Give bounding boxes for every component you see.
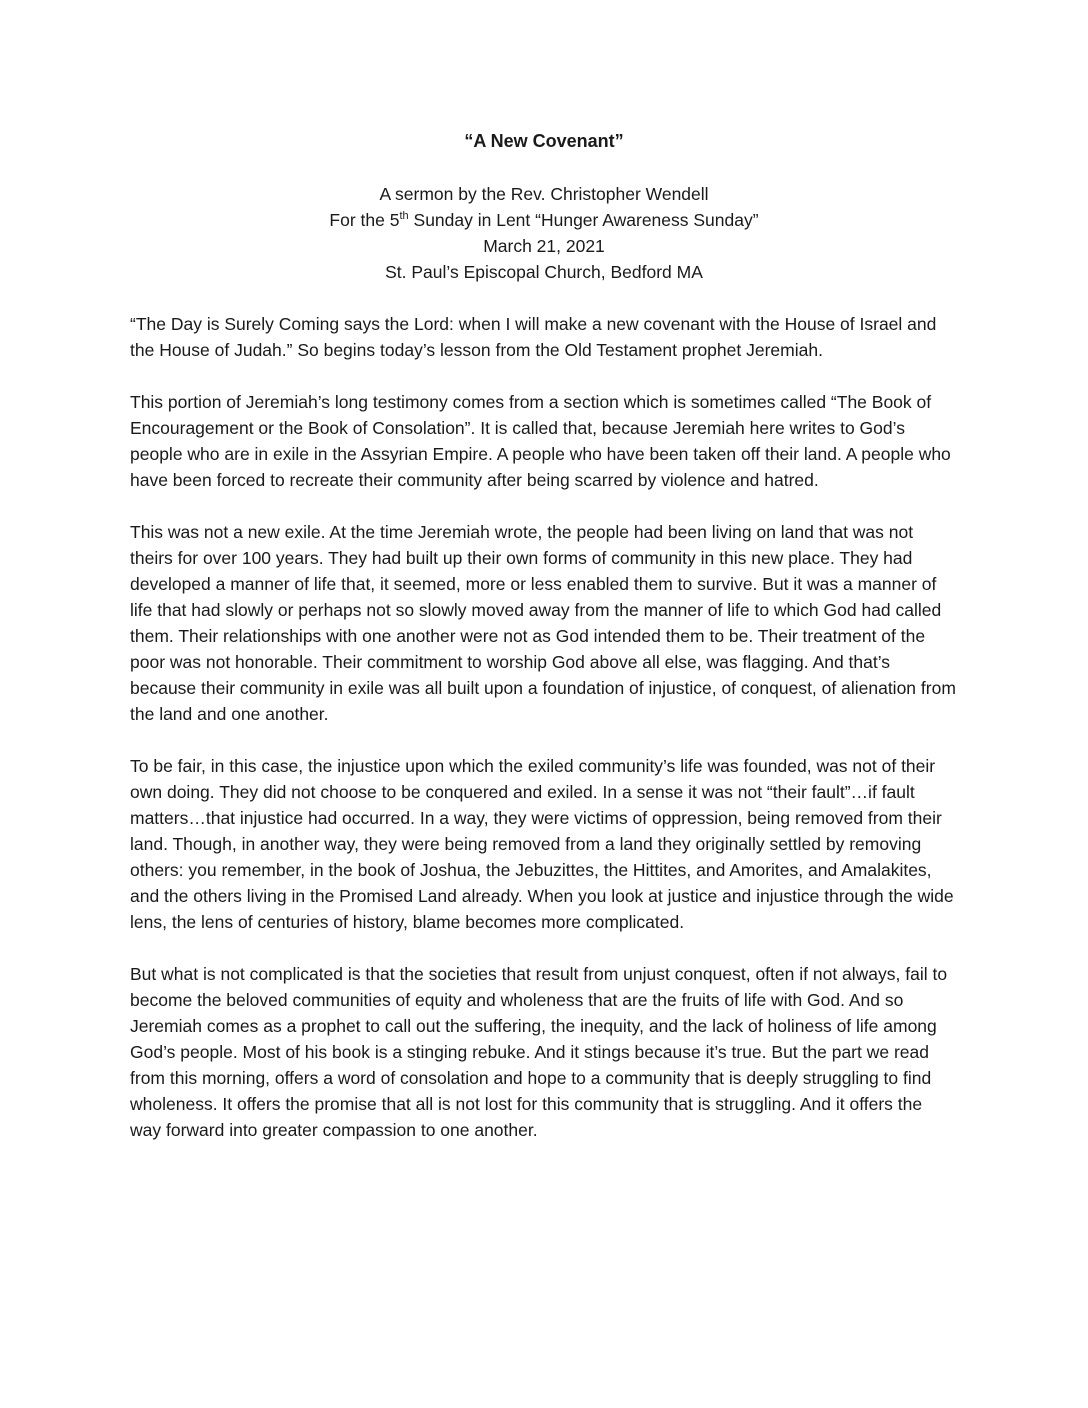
occasion-suffix: Sunday in Lent “Hunger Awareness Sunday” <box>408 210 759 230</box>
occasion-ordinal-suffix: th <box>399 210 409 223</box>
sermon-byline: A sermon by the Rev. Christopher Wendell <box>379 184 709 204</box>
document-header <box>130 0 958 285</box>
paragraph: “The Day is Surely Coming says the Lord: when I will make a new covenant with the House of Israel and the House of Judah.” So begins today’s lesson from the Old Testament prophet Jeremiah. <box>130 314 937 360</box>
sermon-date: March 21, 2021 <box>483 236 605 256</box>
sermon-place: St. Paul’s Episcopal Church, Bedford MA <box>385 262 703 282</box>
paragraph: To be fair, in this case, the injustice upon which the exiled community’s life was founded, was not of their own doing. They did not choose to be conquered and exiled. In a sense it was not “their fault”…if fault matters…that injustice had occurred. In a way, they were victims of oppression, being removed from their land. Though, in another way, they were being removed from a land they originally settled by removing others: you remember, in the book of Joshua, the Jebuzittes, the Hittites, and Amorites, and Amalakites, and the others living in the Promised Land already. When you look at justice and injustice through the wide lens, the lens of centuries of history, blame becomes more complicated. <box>130 756 954 932</box>
sermon-body <box>130 311 958 1143</box>
paragraph: But what is not complicated is that the societies that result from unjust conquest, often if not always, fail to become the beloved communities of equity and wholeness that are the fruits of life with God. And so Jeremiah comes as a prophet to call out the suffering, the inequity, and the lack of holiness of life among God’s people. Most of his book is a stinging rebuke. And it stings because it’s true. But the part we read from this morning, offers a word of consolation and hope to a community that is deeply struggling to find wholeness. It offers the promise that all is not lost for this community that is struggling. And it offers the way forward into greater compassion to one another. <box>130 964 948 1140</box>
sermon-title: “A New Covenant” <box>464 131 624 151</box>
sermon-occasion <box>130 207 958 233</box>
paragraph: This portion of Jeremiah’s long testimony comes from a section which is sometimes called “The Book of Encouragement or the Book of Consolation”. It is called that, because Jeremiah here writes to God’s people who are in exile in the Assyrian Empire. A people who have been taken off their land. A people who have been forced to recreate their community after being scarred by violence and hatred. <box>130 392 951 490</box>
paragraph: This was not a new exile. At the time Jeremiah wrote, the people had been living on land that was not theirs for over 100 years. They had built up their own forms of community in this new place. They had developed a manner of life that, it seemed, more or less enabled them to survive. But it was a manner of life that had slowly or perhaps not so slowly moved away from the manner of life to which God had called them. Their relationships with one another were not as God intended them to be. Their treatment of the poor was not honorable. Their commitment to worship God above all else, was flagging. And that’s because their community in exile was all built upon a foundation of injustice, of conquest, of alienation from the land and one another. <box>130 522 956 724</box>
occasion-prefix: For the 5 <box>329 210 400 230</box>
